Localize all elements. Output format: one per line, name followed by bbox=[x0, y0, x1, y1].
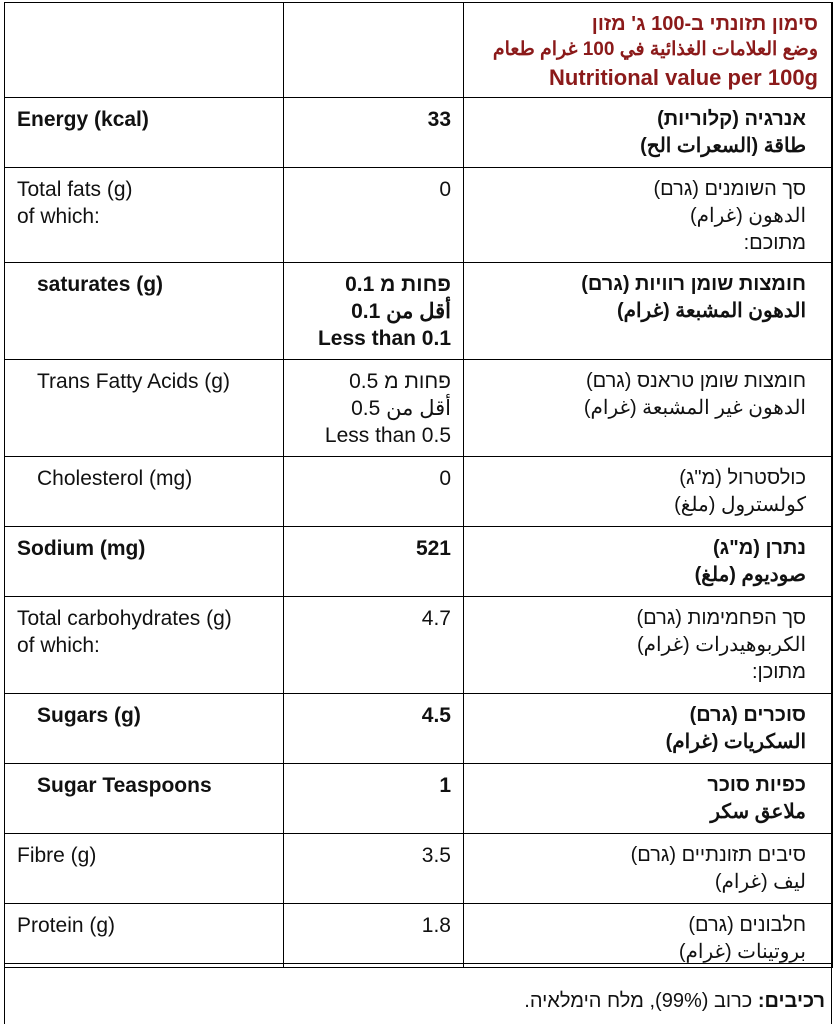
nutrient-he-ar: כולסטרול (מ"ג) كولسترول (ملغ) bbox=[464, 457, 833, 527]
nutrient-he-ar: כפיות סוכר ملاعق سكر bbox=[464, 764, 833, 834]
table-row bbox=[5, 694, 833, 764]
nutrient-en: Protein (g) bbox=[5, 904, 284, 968]
nutrient-en: Energy (kcal) bbox=[5, 98, 284, 168]
title-arabic: وضع العلامات الغذائية في 100 غرام طعام bbox=[492, 39, 818, 60]
table-row bbox=[5, 98, 833, 168]
nutrient-value: 1 bbox=[284, 764, 464, 834]
nutrient-en: saturates (g) bbox=[5, 263, 284, 360]
table-row bbox=[5, 764, 833, 834]
nutrient-he-ar: חומצות שומן טראנס (גרם) الدهون غير المشبعة (غرام) bbox=[464, 360, 833, 457]
nutrient-he-ar: אנרגיה (קלוריות) طاقة (السعرات الح) bbox=[464, 98, 833, 168]
table-row bbox=[5, 834, 833, 904]
ingredients-section bbox=[4, 964, 832, 1024]
nutrient-value: 4.5 bbox=[284, 694, 464, 764]
nutrient-en: Cholesterol (mg) bbox=[5, 457, 284, 527]
nutrient-en: Trans Fatty Acids (g) bbox=[5, 360, 284, 457]
nutrient-he-ar: נתרן (מ"ג) صوديوم (ملغ) bbox=[464, 527, 833, 597]
table-row bbox=[5, 904, 833, 968]
ingredients-text: כרוב (99%), מלח הימלאיה. bbox=[524, 990, 758, 1012]
nutrient-en: Total carbohydrates (g) of which: bbox=[5, 597, 284, 694]
nutrient-value: 0 bbox=[284, 457, 464, 527]
nutrient-he-ar: חלבונים (גרם) بروتينات (غرام) bbox=[464, 904, 833, 968]
nutrient-value: 521 bbox=[284, 527, 464, 597]
nutrient-he-ar: סיבים תזונתיים (גרם) ليف (غرام) bbox=[464, 834, 833, 904]
nutrient-value: 3.5 bbox=[284, 834, 464, 904]
nutrient-en: Fibre (g) bbox=[5, 834, 284, 904]
header-empty-cell bbox=[284, 3, 464, 98]
nutrient-en: Sodium (mg) bbox=[5, 527, 284, 597]
table-row bbox=[5, 527, 833, 597]
nutrient-value: 0 bbox=[284, 168, 464, 263]
nutrient-value: 4.7 bbox=[284, 597, 464, 694]
table-row bbox=[5, 597, 833, 694]
table-row bbox=[5, 457, 833, 527]
table-row bbox=[5, 168, 833, 263]
nutrient-he-ar: חומצות שומן רוויות (גרם) الدهون المشبعة (غرام) bbox=[464, 263, 833, 360]
nutrient-en: Sugar Teaspoons bbox=[5, 764, 284, 834]
header-titles bbox=[464, 3, 833, 98]
nutrient-value: 1.8 bbox=[284, 904, 464, 968]
nutrient-en: Sugars (g) bbox=[5, 694, 284, 764]
nutrition-table bbox=[4, 2, 833, 968]
ingredients-label: רכיבים: bbox=[757, 990, 825, 1012]
nutrient-he-ar: סך הפחמימות (גרם) الكربوهيدرات (غرام) מתוכן: bbox=[464, 597, 833, 694]
nutrient-value: 33 bbox=[284, 98, 464, 168]
nutrient-en: Total fats (g) of which: bbox=[5, 168, 284, 263]
table-row bbox=[5, 263, 833, 360]
nutrient-he-ar: סוכרים (גרם) السكريات (غرام) bbox=[464, 694, 833, 764]
header-row bbox=[5, 3, 833, 98]
title-hebrew: סימון תזונתי ב-100 ג' מזון bbox=[591, 13, 818, 35]
ingredients-line bbox=[524, 990, 825, 1013]
title-english: Nutritional value per 100g bbox=[549, 65, 818, 90]
nutrient-he-ar: סך השומנים (גרם) الدهون (غرام) מתוכם: bbox=[464, 168, 833, 263]
nutrient-value: פחות מ 0.5 أقل من 0.5 Less than 0.5 bbox=[284, 360, 464, 457]
table-row bbox=[5, 360, 833, 457]
nutrient-value: פחות מ 0.1 أقل من 0.1 Less than 0.1 bbox=[284, 263, 464, 360]
header-empty-cell bbox=[5, 3, 284, 98]
